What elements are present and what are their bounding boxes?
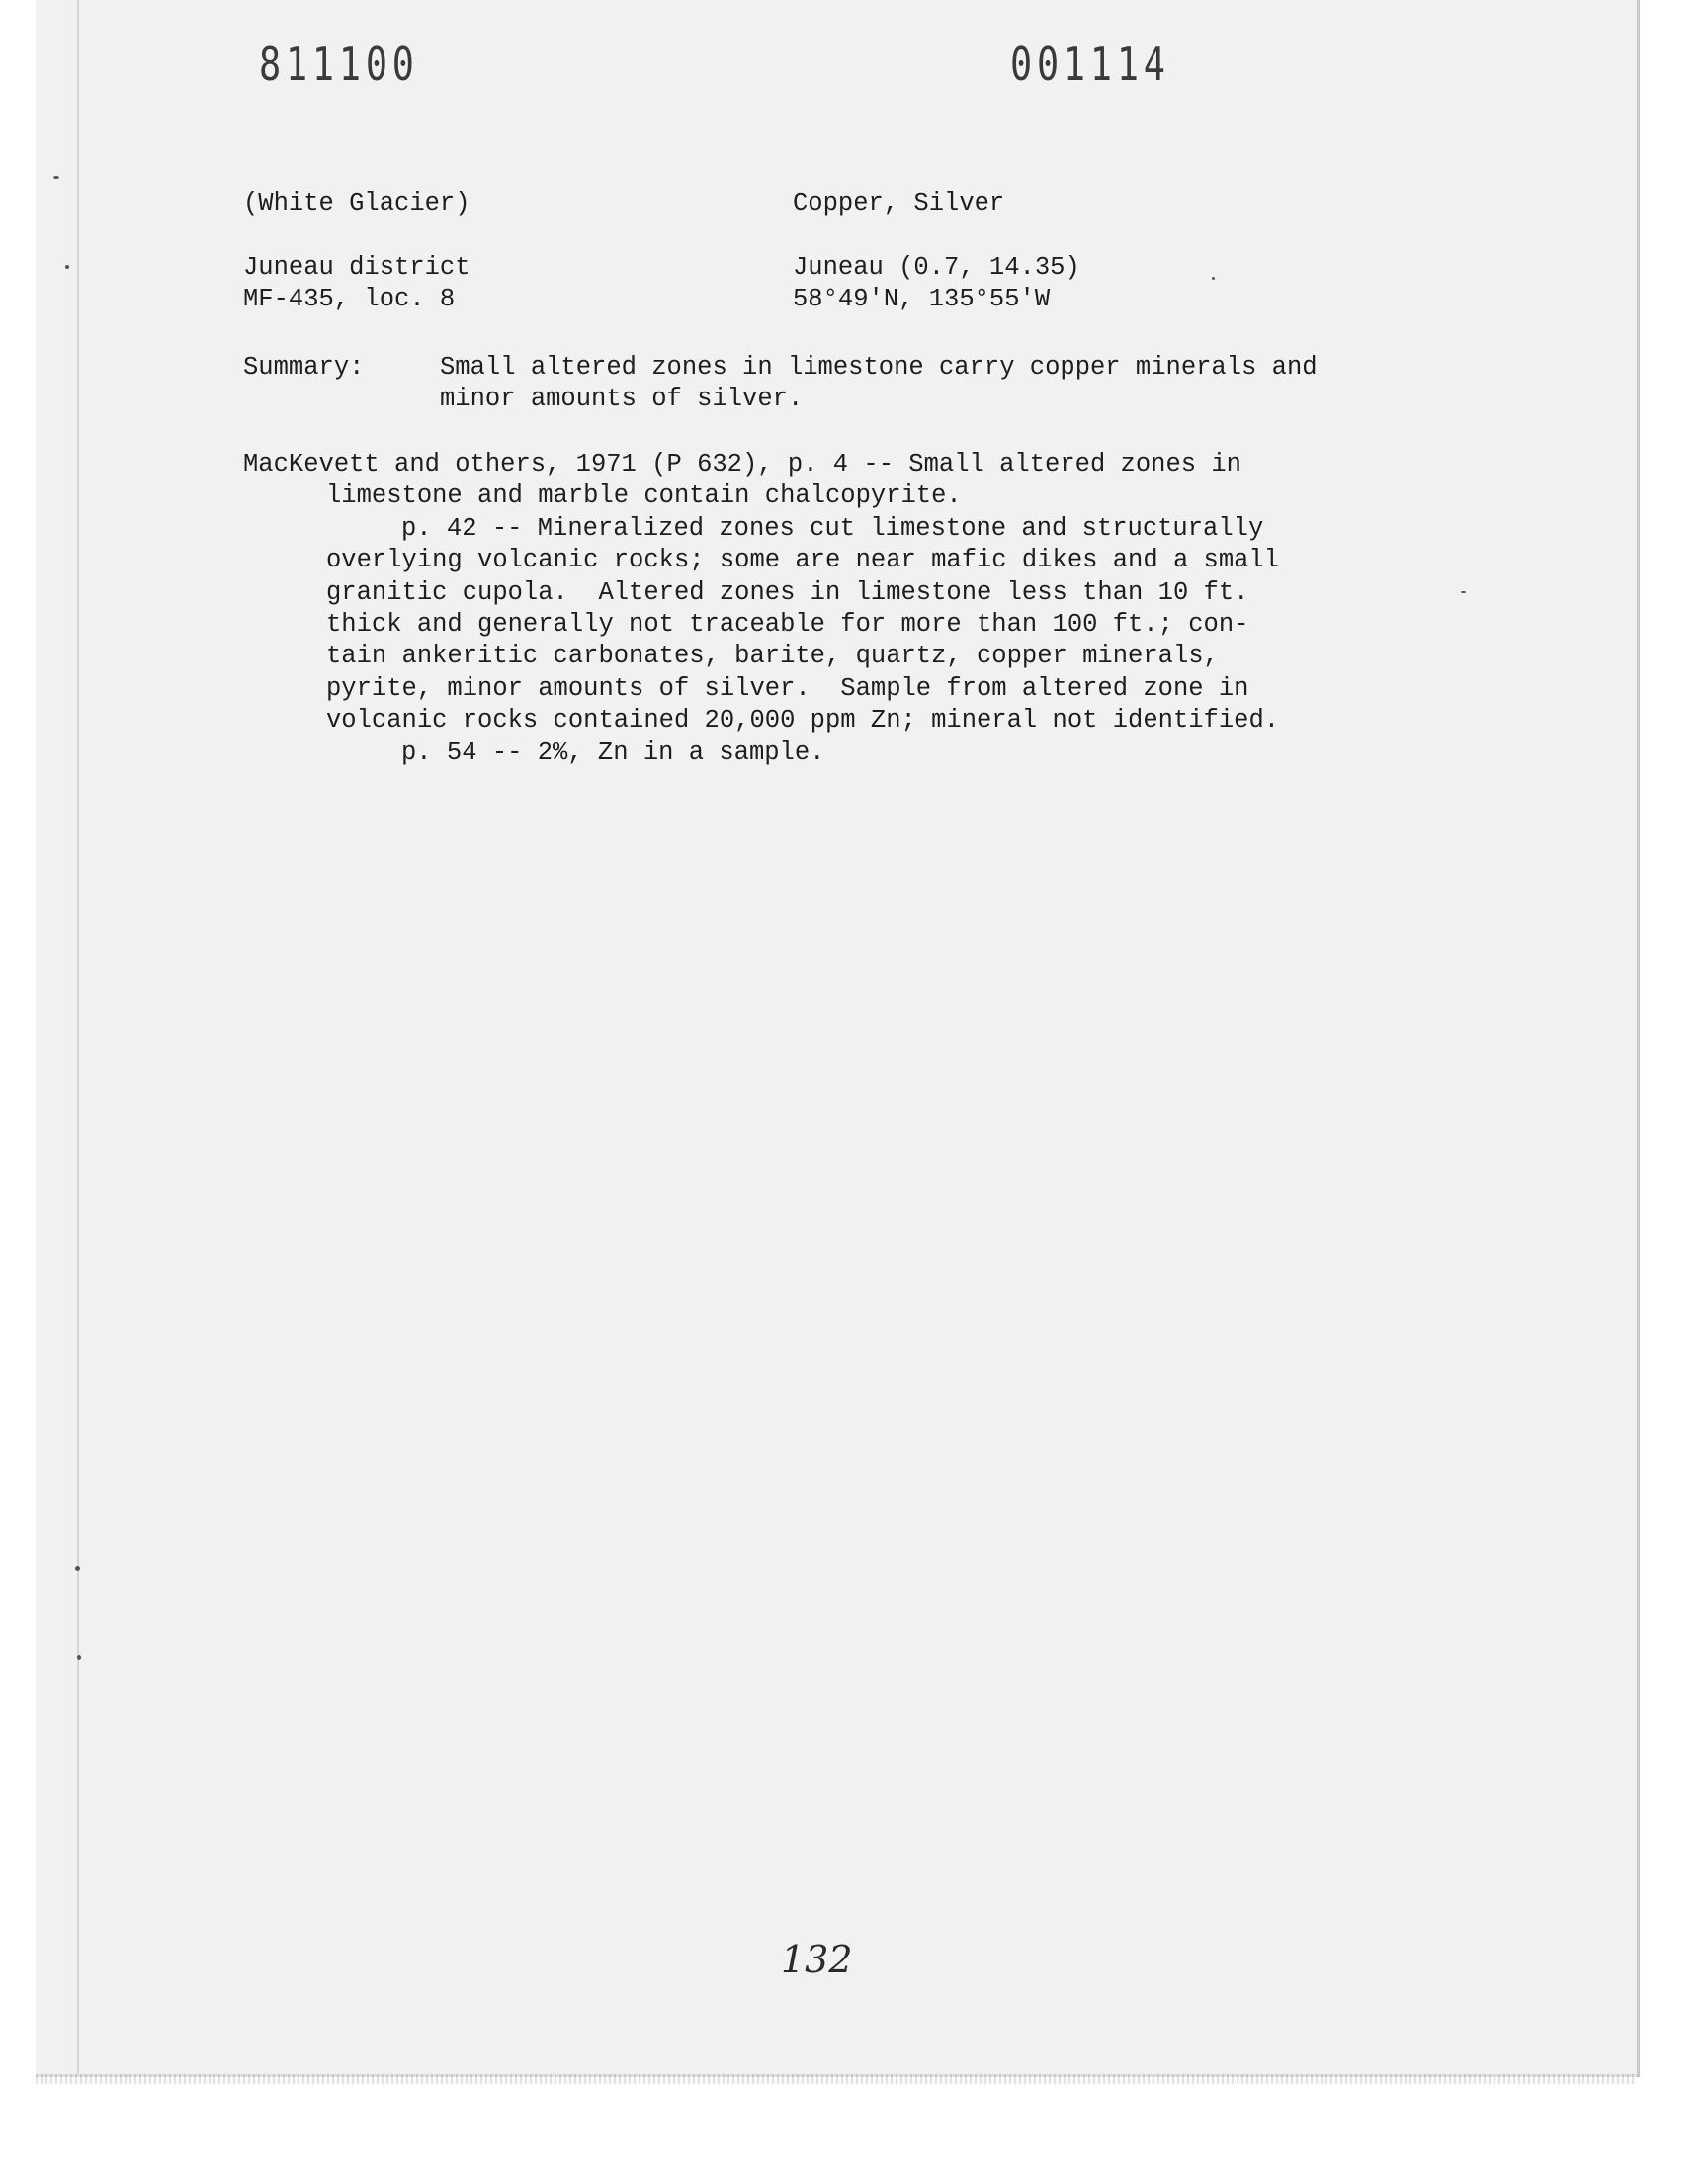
commodities: Copper, Silver — [793, 189, 1005, 218]
page-edge-line — [77, 0, 79, 2074]
stamp-number-right: 001114 — [1010, 38, 1170, 91]
coordinates: 58°49'N, 135°55'W — [793, 285, 1051, 313]
quadrangle: Juneau (0.7, 14.35) — [793, 253, 1080, 282]
reference-line: volcanic rocks contained 20,000 ppm Zn; mineral not identified. — [326, 706, 1280, 735]
reference-line: p. 42 -- Mineralized zones cut limestone and structurally — [401, 514, 1264, 543]
scan-bottom-edge — [36, 2074, 1637, 2084]
scan-speck — [75, 1566, 80, 1571]
reference-line: granitic cupola. Altered zones in limestone less than 10 ft. — [326, 578, 1249, 607]
reference-line: MacKevett and others, 1971 (P 632), p. 4 -- Small altered zones in — [243, 450, 1241, 478]
reference-line: pyrite, minor amounts of silver. Sample from altered zone in — [326, 674, 1249, 703]
summary-line-2: minor amounts of silver. — [440, 385, 804, 413]
summary-line-1: Small altered zones in limestone carry copper minerals and — [440, 353, 1318, 382]
scan-speck — [1461, 591, 1466, 593]
scan-speck — [77, 1655, 81, 1660]
district: Juneau district — [243, 253, 470, 282]
site-name: (White Glacier) — [243, 189, 470, 218]
handwritten-page-number: 132 — [781, 1938, 853, 1981]
stamp-number-left: 811100 — [259, 38, 419, 91]
summary-label: Summary: — [243, 353, 365, 382]
map-reference: MF-435, loc. 8 — [243, 285, 456, 313]
reference-line: tain ankeritic carbonates, barite, quartz, copper minerals, — [326, 642, 1219, 670]
scan-speck — [1212, 277, 1215, 280]
reference-line: limestone and marble contain chalcopyrite. — [326, 481, 962, 510]
reference-line: overlying volcanic rocks; some are near mafic dikes and a small — [326, 546, 1280, 574]
scan-speck — [53, 176, 59, 179]
reference-line: p. 54 -- 2%, Zn in a sample. — [401, 739, 825, 767]
reference-line: thick and generally not traceable for more than 100 ft.; con- — [326, 610, 1249, 639]
scan-speck — [65, 265, 69, 269]
